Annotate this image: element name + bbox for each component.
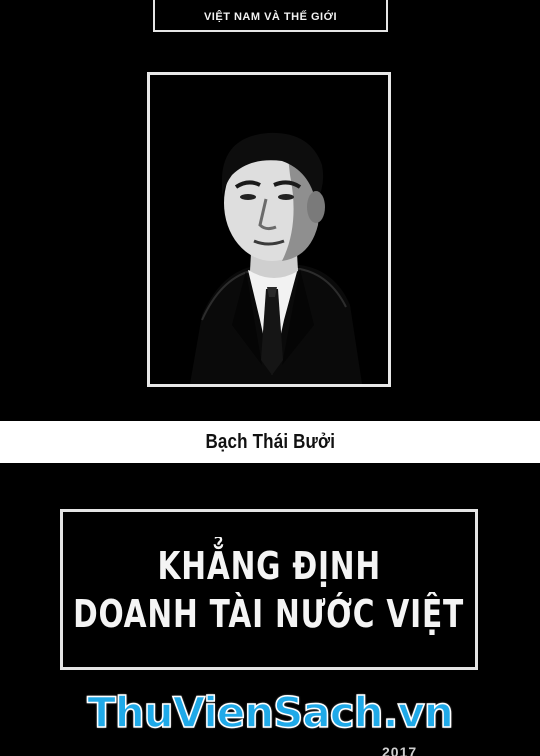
- portrait-frame: [147, 72, 391, 387]
- author-band: [0, 421, 540, 463]
- series-label: VIỆT NAM VÀ THẾ GIỚI: [203, 11, 338, 23]
- title-line-2: DOANH TÀI NƯỚC VIỆT: [73, 591, 465, 636]
- series-label-box: [153, 0, 388, 32]
- portrait-image: [150, 75, 388, 384]
- watermark-logo: ThuVienSach.vn: [87, 688, 453, 737]
- bottom-text-fragment: 2017: [382, 744, 418, 756]
- author-name: Bạch Thái Bưởi: [205, 430, 335, 453]
- title-box: [60, 509, 478, 670]
- title-line-1: KHẲNG ĐỊNH: [157, 543, 381, 588]
